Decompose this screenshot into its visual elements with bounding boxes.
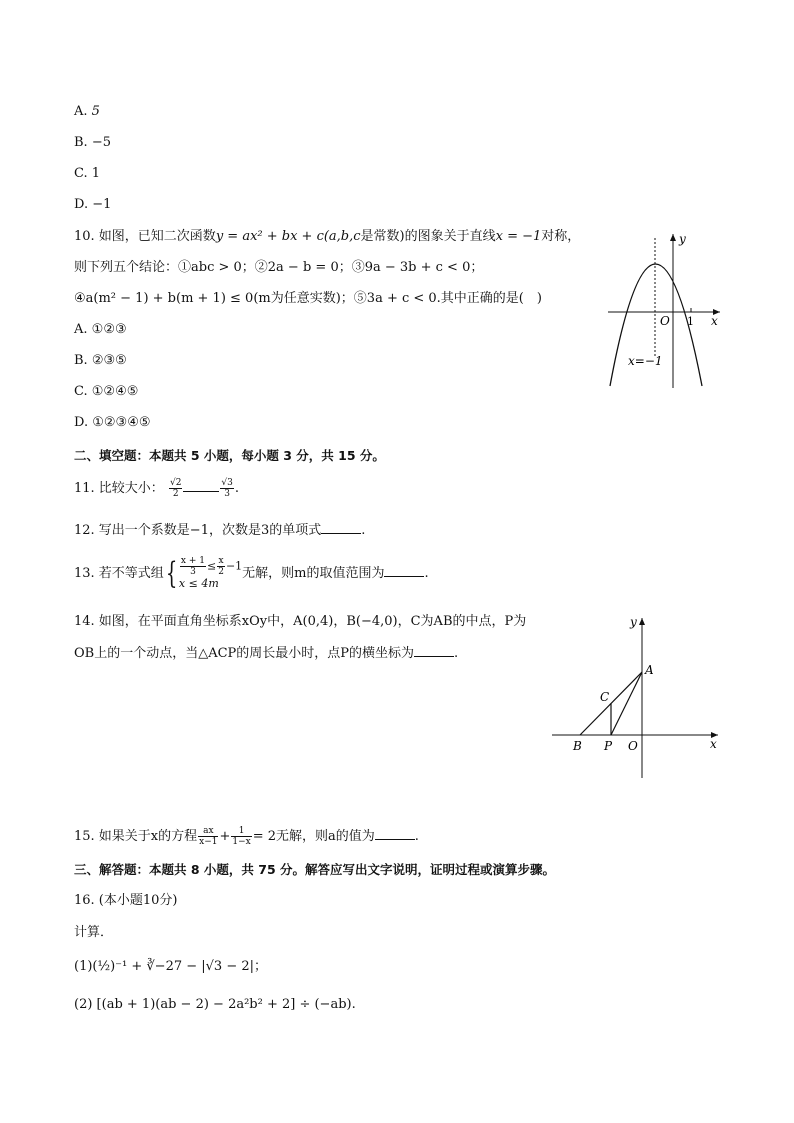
q14-p-label: P [604,739,613,753]
section-3-heading: 三、解答题：本题共 8 小题，共 75 分。解答应写出文字说明，证明过程或演算步骤。 [74,862,556,877]
q13: 13. 若不等式组{ $\frac{x + 1}{3}$ ≤ $\frac{x}{2}$ −1 x ≤ 4m 无解，则m的取值范围为 . [74,555,429,591]
q14-b-label: B [573,739,582,753]
q16-part2: (2) [(ab + 1)(ab − 2) − 2a²b² + 2] ÷ (−ab). [74,997,356,1012]
q10-stem-line2: 则下列五个结论：①abc > 0；②2a − b = 0；③9a − 3b + c < 0； [74,260,484,275]
q16-intro: 计算． [74,925,114,940]
section-2-heading: 二、填空题：本题共 5 小题，每小题 3 分，共 15 分。 [74,448,385,463]
q15: 15. 如果关于x的方程 $\frac{ax}{x-1}$ + $\frac{1}{1-x}$ = 2无解，则a的值为 . [74,826,419,847]
q14-o-label: O [628,739,638,753]
q10-option-c: C. ①②④⑤ [74,384,139,399]
q9-option-b: B. −5 [74,135,111,150]
q9-option-a: A. 5 [74,104,100,119]
q12: 12. 写出一个系数是−1，次数是3的单项式 . [74,523,366,538]
q10-y-label: y [679,232,686,246]
q16-title: 16. (本小题10分) [74,893,178,908]
q11: 11. 比较大小： $\frac{√2}{2}$ $\frac{√3}{3}$ . [74,478,240,499]
q9-option-d: D. −1 [74,197,112,212]
q10-origin-label: O [660,314,670,328]
q9-option-c: C. 1 [74,166,101,181]
q10-stem-line1: 10. 如图，已知二次函数y = ax² + bx + c(a,b,c是常数)的图象关于直线x = −1对称， [74,229,581,244]
q10-axis-label: x=−1 [628,354,663,368]
q16-part1: (1)(½)⁻¹ + ∛−27 − |√3 − 2|； [74,959,268,974]
q14-y-label: y [630,615,637,629]
q14-line1: 14. 如图，在平面直角坐标系xOy中，A(0,4)，B(−4,0)，C为AB的中点，P为 [74,614,527,629]
q10-stem-line3: ④a(m² − 1) + b(m + 1) ≤ 0(m为任意实数)；⑤3a + c < 0.其中正确的是( ) [74,291,542,306]
q10-parabola-figure [600,228,730,390]
q10-option-a: A. ①②③ [74,322,127,337]
q14-a-label: A [645,663,654,677]
q10-option-b: B. ②③⑤ [74,353,127,368]
q10-option-d: D. ①②③④⑤ [74,415,151,430]
q14-x-label: x [710,737,717,751]
q10-x-label: x [711,314,718,328]
q10-one-label: 1 [687,315,694,328]
q14-c-label: C [600,690,610,704]
q14-line2: OB上的一个动点，当△ACP的周长最小时，点P的横坐标为 . [74,646,459,661]
q14-coordinate-figure [548,610,728,782]
